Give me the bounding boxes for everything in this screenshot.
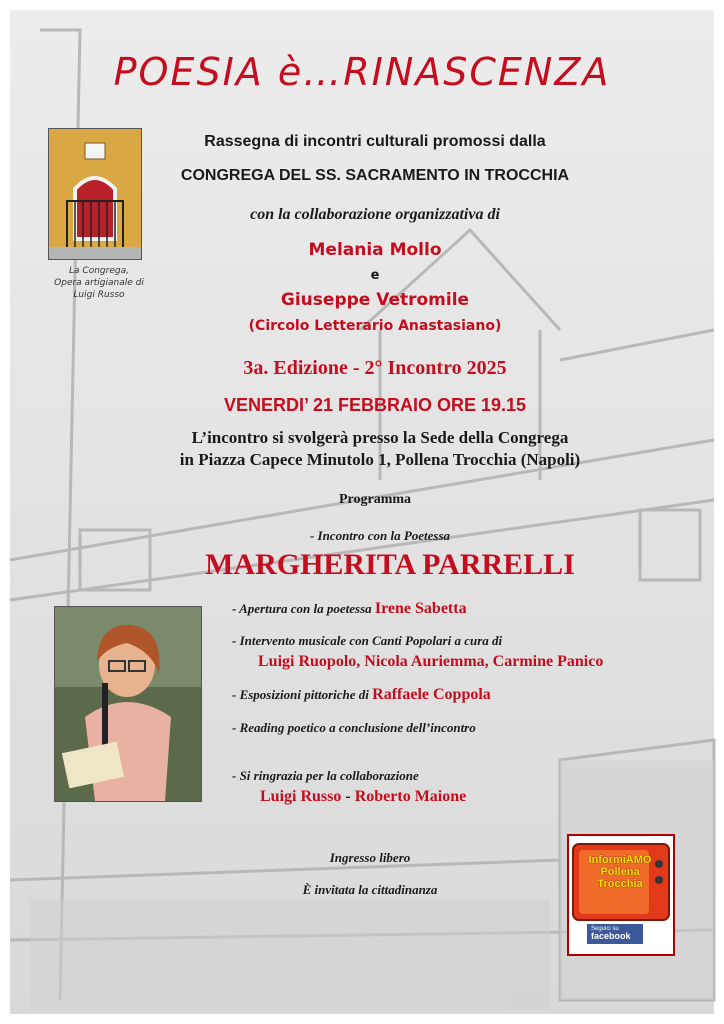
entry-note: Ingresso libero (329, 850, 411, 865)
program-intro: - Incontro con la Poetessa (309, 528, 451, 543)
thanks-name-1: Luigi Russo (260, 788, 342, 805)
invite-note: È invitata la cittadinanza (302, 882, 438, 897)
thanks-separator: - (345, 788, 351, 805)
logo-text: InformiAMO Pollena Trocchia (588, 854, 652, 890)
organizer-giuseppe: Giuseppe Vetromile (280, 290, 470, 310)
collab-line: con la collaborazione organizzativa di (250, 206, 500, 223)
congrega-name: CONGREGA DEL SS. SACRAMENTO IN TROCCHIA (180, 167, 570, 184)
program-item-2-label: - Intervento musicale con Canti Popolari a cura di (232, 633, 503, 648)
program-item-3 (232, 686, 491, 704)
congrega-door-image (49, 129, 141, 259)
thanks-label: - Si ringrazia per la collaborazione (232, 768, 419, 783)
event-date: VENERDI’ 21 FEBBRAIO ORE 19.15 (223, 395, 527, 415)
venue-line-2: in Piazza Capece Minutolo 1, Pollena Trocchia (Napoli) (179, 450, 581, 469)
poet-name: MARGHERITA PARRELLI (205, 548, 575, 581)
venue-line-1: L’incontro si svolgerà presso la Sede della Congrega (191, 428, 569, 447)
congrega-photo (48, 128, 142, 260)
thanks-name-2: Roberto Maione (354, 788, 467, 805)
poet-photo (54, 606, 202, 802)
item-1-label: - Apertura con la poetessa (232, 601, 372, 616)
facebook-label: facebook (591, 931, 631, 941)
item-3-name: Raffaele Coppola (372, 686, 491, 703)
facebook-follow-label: Seguici su (591, 926, 619, 932)
program-item-2-names: Luigi Ruopolo, Nicola Auriemma, Carmine Panico (258, 653, 604, 670)
program-item-1 (232, 600, 467, 618)
photo-caption (44, 265, 154, 301)
organizer-melania: Melania Mollo (308, 240, 442, 260)
item-3-label: - Esposizioni pittoriche di (232, 687, 369, 702)
program-item-4: - Reading poetico a conclusione dell’incontro (232, 720, 476, 735)
caption-line-3: Luigi Russo (73, 290, 125, 300)
conjunction: e (370, 268, 380, 283)
item-1-name: Irene Sabetta (374, 600, 467, 617)
edition: 3a. Edizione - 2° Incontro 2025 (243, 357, 507, 379)
caption-line-2: Opera artigianale di (54, 278, 144, 288)
poster-title: POESIA è…RINASCENZA (113, 50, 611, 94)
thanks-names (260, 788, 466, 806)
facebook-badge[interactable] (587, 924, 643, 944)
poet-portrait-image (55, 607, 201, 801)
intro-line: Rassegna di incontri culturali promossi dalla (204, 133, 546, 150)
circle-name: (Circolo Letterario Anastasiano) (248, 318, 502, 334)
caption-line-1: La Congrega, (69, 266, 129, 276)
informiamo-logo[interactable] (567, 834, 675, 956)
program-heading: Programma (338, 492, 412, 507)
